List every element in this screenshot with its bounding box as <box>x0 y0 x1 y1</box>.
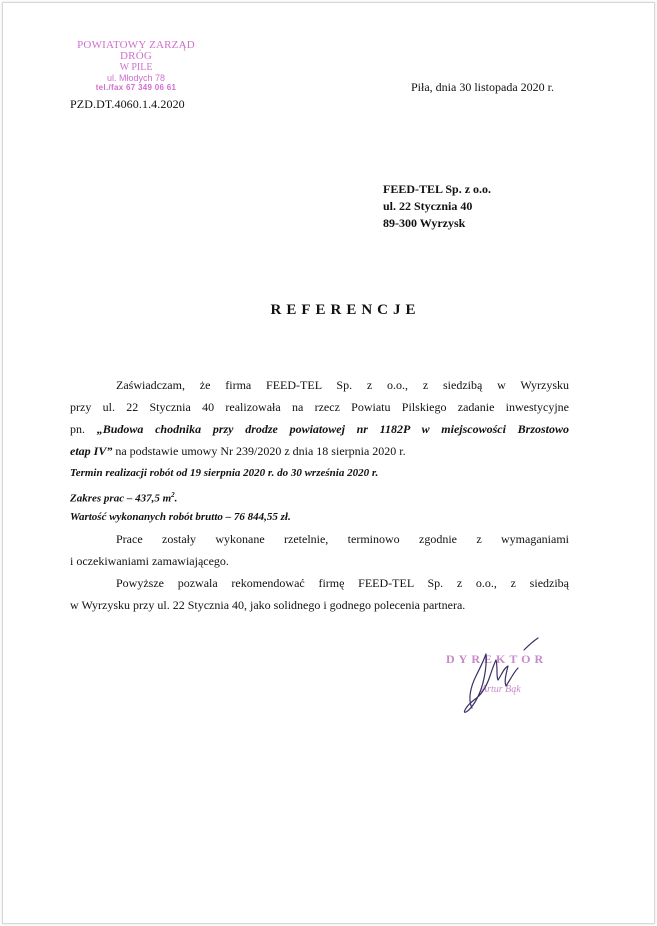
reference-number: PZD.DT.4060.1.4.2020 <box>70 97 185 111</box>
work-scope-text: Zakres prac – 437,5 m <box>70 492 172 505</box>
addressee-name: FEED-TEL Sp. z o.o. <box>383 182 492 196</box>
project-prefix: pn. <box>70 422 85 436</box>
completion-term: Termin realizacji robót od 19 sierpnia 2020 r. do 30 września 2020 r. <box>70 467 379 479</box>
stamp-line-institution: POWIATOWY ZARZĄD DRÓG <box>77 39 195 62</box>
work-value: Wartość wykonanych robót brutto – 76 844,55 zł. <box>70 511 291 523</box>
office-stamp <box>60 40 212 92</box>
director-stamp-name: Artur Bąk <box>481 684 521 695</box>
stamp-line-phone: tel./fax 67 349 06 61 <box>95 83 177 92</box>
director-stamp-title: DYREKTOR <box>446 652 548 666</box>
paragraph-2-line-1: Prace zostały wykonane rzetelnie, terminowo zgodnie z wymaganiami <box>116 532 569 546</box>
work-scope <box>70 484 569 506</box>
work-scope-unit-sup: 2 <box>171 491 175 499</box>
document-title: REFERENCJE <box>270 302 421 318</box>
addressee-street: ul. 22 Stycznia 40 <box>383 199 473 213</box>
paragraph-3-line-1: Powyższe pozwala rekomendować firmę FEED-TEL Sp. z o.o., z siedzibą <box>116 576 569 590</box>
paragraph-1-line-4 <box>70 440 569 462</box>
paragraph-1-line-2: przy ul. 22 Stycznia 40 realizowała na rzecz Powiatu Pilskiego zadanie inwestycyjne <box>70 400 569 414</box>
addressee-city: 89-300 Wyrzysk <box>383 216 466 230</box>
paragraph-1-line-3 <box>70 418 569 440</box>
stamp-line-street: ul. Młodych 78 <box>106 73 166 83</box>
project-name-end: etap IV” <box>70 444 113 458</box>
paragraph-1-line-1: Zaświadczam, że firma FEED-TEL Sp. z o.o., z siedzibą w Wyrzysku <box>116 378 569 392</box>
project-name: „Budowa chodnika przy drodze powiatowej nr 1182P w miejscowości Brzostowo <box>96 422 569 436</box>
place-date: Piła, dnia 30 listopada 2020 r. <box>411 80 554 94</box>
document-body <box>70 374 569 616</box>
addressee-block <box>383 181 491 232</box>
work-scope-suffix: . <box>174 492 178 505</box>
paragraph-2-line-2: i oczekiwaniami zamawiającego. <box>70 554 229 568</box>
paragraph-3-line-2: w Wyrzysku przy ul. 22 Stycznia 40, jako solidnego i godnego polecenia partnera. <box>70 598 466 612</box>
handwritten-signature <box>440 630 560 720</box>
stamp-line-city: W PILE <box>119 62 153 73</box>
contract-info: na podstawie umowy Nr 239/2020 z dnia 18 sierpnia 2020 r. <box>112 444 406 458</box>
